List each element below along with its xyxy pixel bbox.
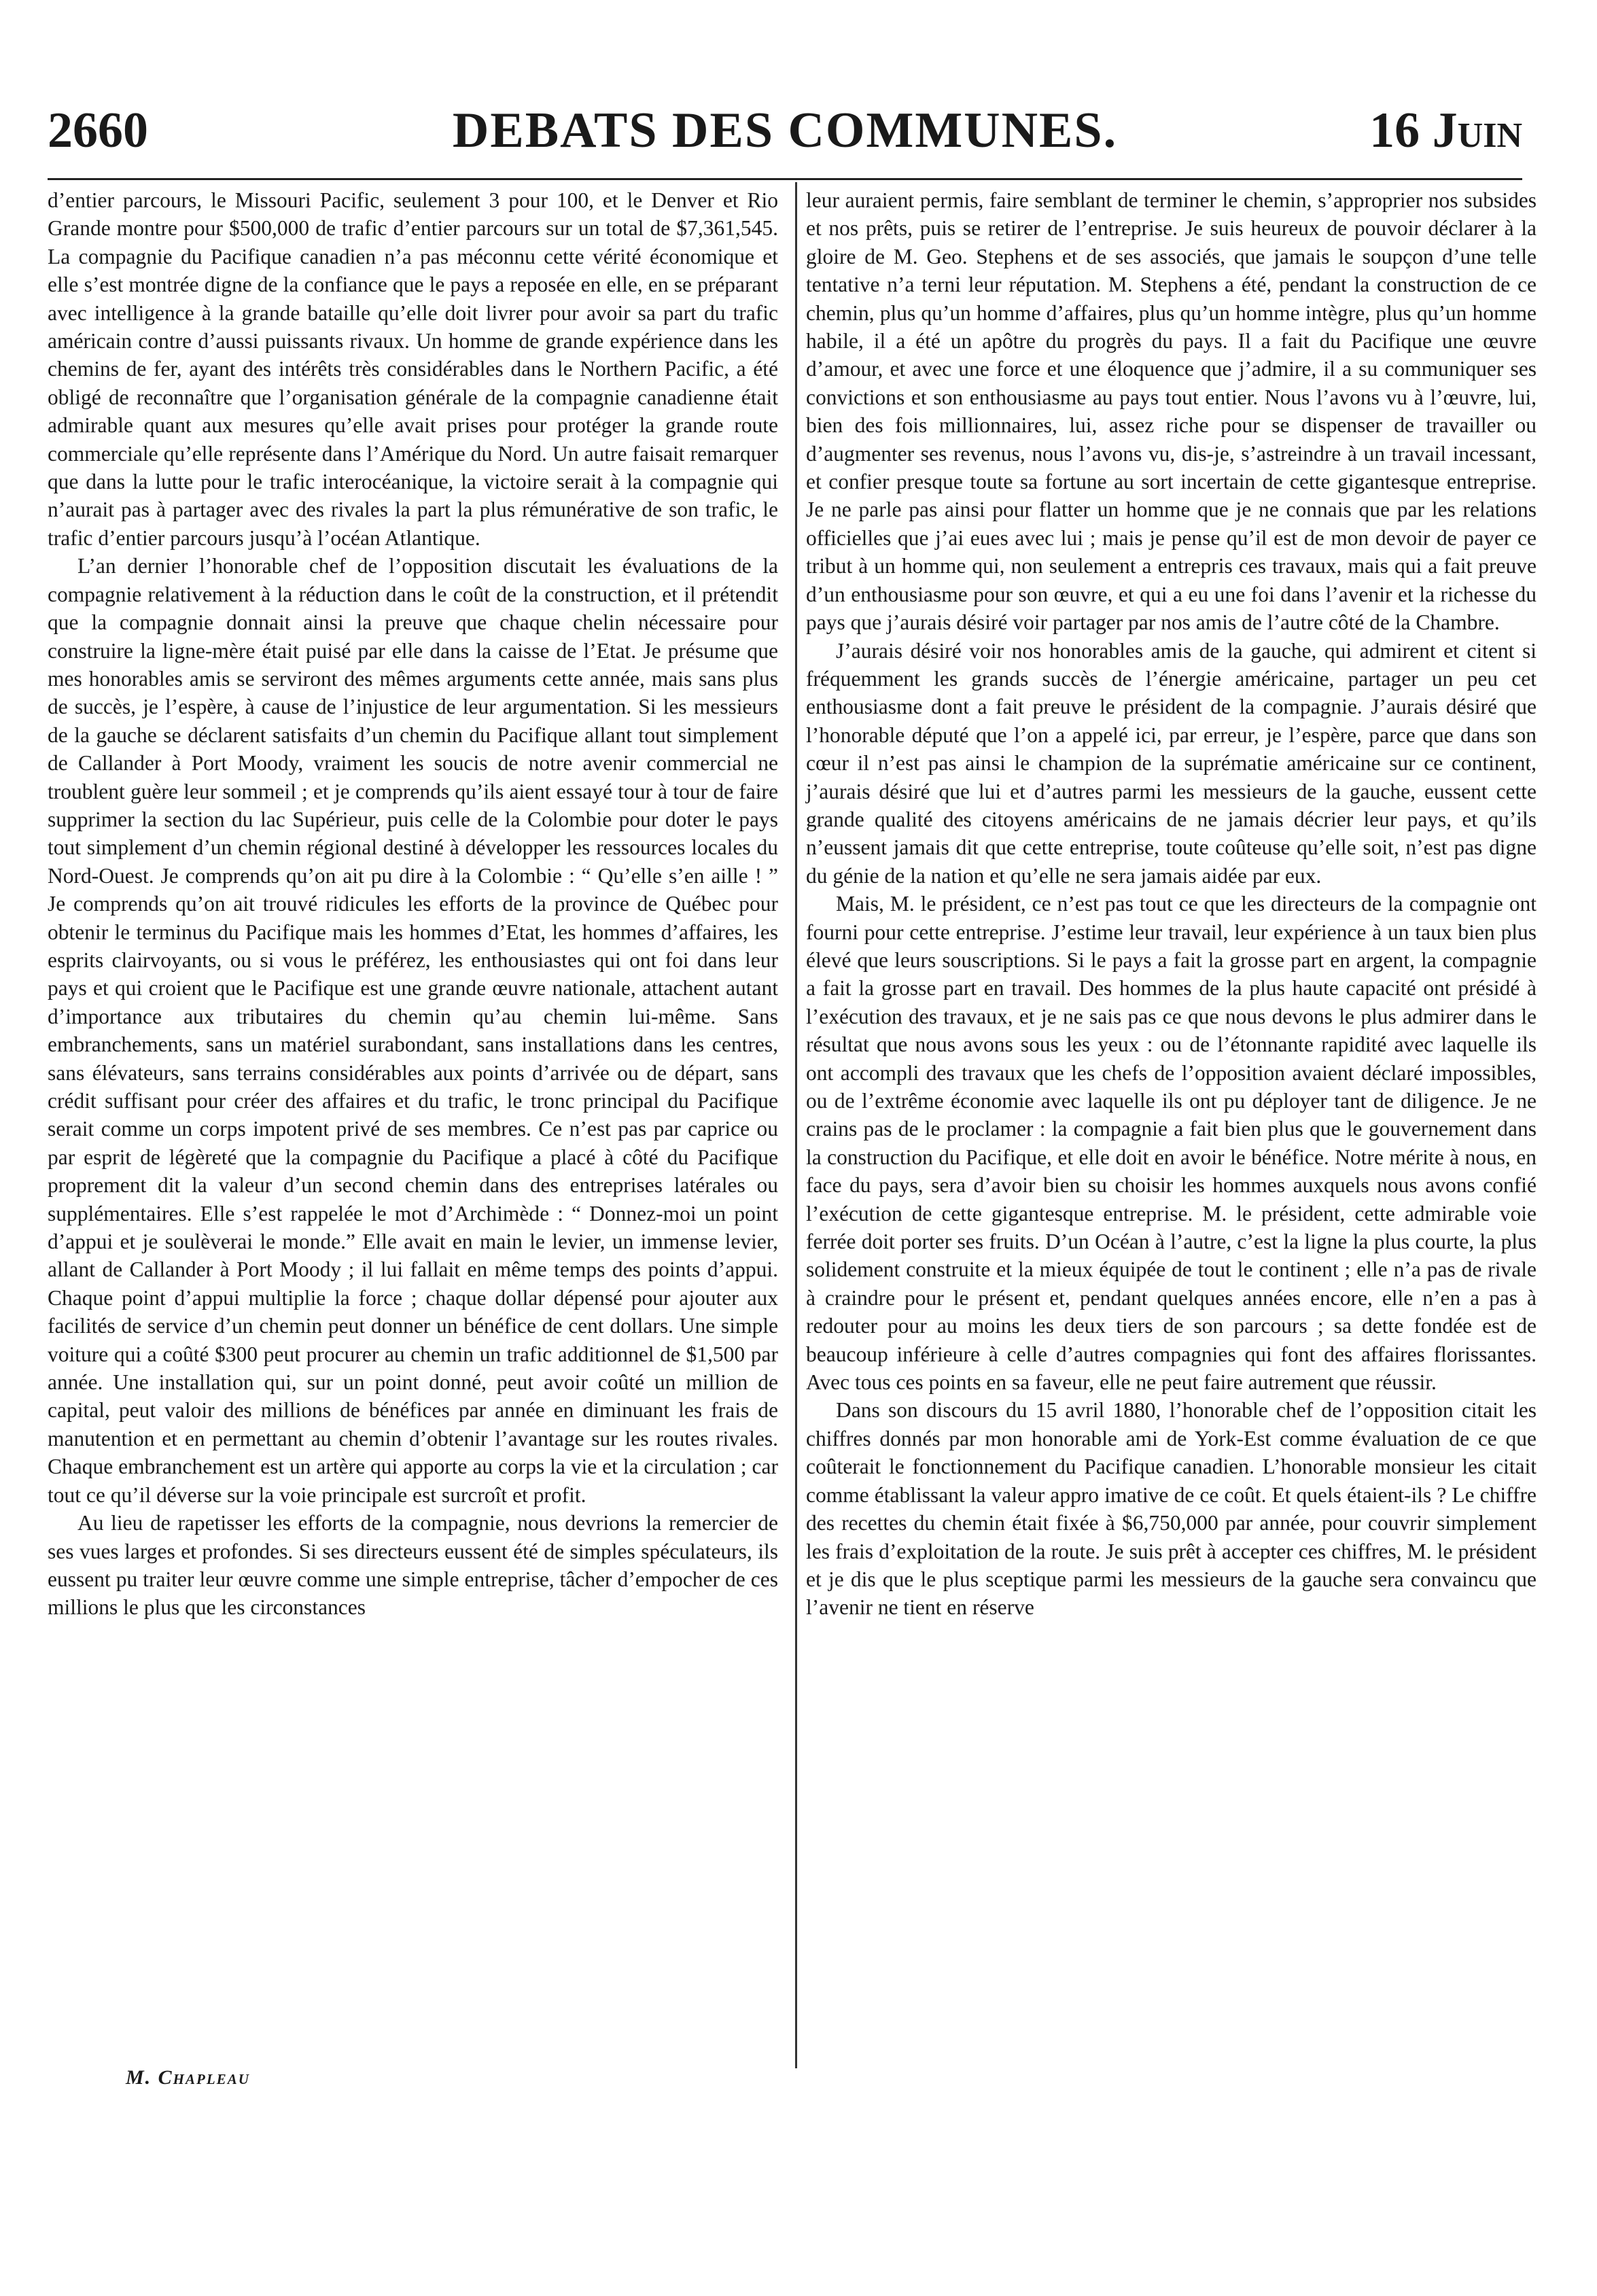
speaker-footer: M. Chapleau [126,2066,250,2089]
paragraph: L’an dernier l’honorable chef de l’opposition discutait les évaluations de la compagnie relativement à la réduction dans le coût de la construction, et il prétendit que la compagnie donnait ainsi la preuve que chaque chelin nécessaire pour construire la ligne-mère était puisé par elle dans la caisse de l’Etat. Je présume que mes honorables amis se serviront des mêmes arguments cette année, mais sans plus de succès, je l’espère, à cause de l’injustice de leur argumentation. Si les messieurs de la gauche se déclarent satisfaits d’un chemin du Pacifique allant tout simplement de Callander à Port Moody, vraiment les soucis de notre avenir commercial ne troublent guère leur sommeil ; et je comprends qu’ils aient essayé tour à tour de faire supprimer la section du lac Supérieur, puis celle de la Colombie pour doter le pays tout simplement d’un chemin régional destiné à développer les ressources locales du Nord-Ouest. Je comprends qu’on ait pu dire à la Colombie : “ Qu’elle s’en aille ! ” Je comprends qu’on ait trouvé ridicules les efforts de la province de Québec pour obtenir le terminus du Pacifique mais les hommes d’Etat, les hommes d’affaires, les esprits clairvoyants, ou si vous le préférez, les enthousiastes qui ont foi dans leur pays et qui croient que le Pacifique est une grande œuvre nationale, attachent autant d’importance aux tributaires du chemin qu’au chemin lui-même. Sans embranchements, sans un matériel surabondant, sans installations dans les centres, sans élévateurs, sans terrains considérables aux points d’arrivée ou de départ, sans crédit suffisant pour créer des affaires et du trafic, le tronc principal du Pacifique serait comme un corps impotent privé de ses membres. Ce n’est pas par caprice ou par esprit de légèreté que la compagnie du Pacifique a placé à côté du Pacifique proprement dit la valeur d’un second chemin dans des entreprises latérales ou supplémentaires. Elle s’est rappelée le mot d’Archimède : “ Donnez-moi un point d’appui et je soulèverai le monde.” Elle avait en main le levier, un immense levier, allant de Callander à Port Moody ; il lui fallait en même temps des points d’appui. Chaque point d’appui multiplie la force ; chaque dollar dépensé pour ajouter aux facilités de service d’un chemin peut donner un bénéfice de cent dollars. Une simple voiture qui a coûté $300 peut procurer au chemin un trafic additionnel de $1,500 par année. Une installation qui, sur un point donné, peut avoir coûté un million de capital, peut valoir des millions de bénéfices par année en diminuant les frais de manutention et en permettant au chemin d’obtenir l’avantage sur les routes rivales. Chaque embranchement est un artère qui apporte au corps la vie et la circulation ; car tout ce qu’il déverse sur la voie principale est surcroît et profit. [48,554,778,1507]
paragraph: d’entier parcours, le Missouri Pacific, seulement 3 pour 100, et le Denver et Rio Grande montre pour $500,000 de trafic d’entier parcours sur un total de $7,361,545. La compagnie du Pacifique canadien n’a pas méconnu cette vérité économique et elle s’est montrée digne de la confiance que le pays a reposée en elle, en se préparant avec intelligence à la grande bataille qu’elle doit livrer pour avoir sa part du trafic américain contre d’aussi puissants rivaux. Un homme de grande expérience dans les chemins de fer, ayant des intérêts très considérables dans le Northern Pacific, a été obligé de reconnaître que l’organisation générale de la compagnie canadienne était admirable quant aux mesures qu’elle avait prises pour protéger la grande route commerciale qu’elle représente dans l’Amérique du Nord. Un autre faisait remarquer que dans la lutte pour le trafic interocéanique, la victoire serait à la compagnie qui n’aurait pas à partager avec des rivales la part la plus rémunérative de son trafic, le trafic d’entier parcours jusqu’à l’océan Atlantique. [48,188,778,550]
paragraph: Mais, M. le président, ce n’est pas tout ce que les directeurs de la compagnie ont fourni pour cette entreprise. J’estime leur travail, leur expérience à un taux bien plus élevé que leurs souscriptions. Si le pays a fait la grosse part en argent, la compagnie a fait la grosse part en travail. Des hommes de la plus haute capacité ont présidé à l’exécution des travaux, et je ne sais pas ce que nous devons le plus admirer dans le résultat que nous avons sous les yeux : ou de l’étonnante rapidité avec laquelle ils ont accompli des travaux que les chefs de l’opposition avaient déclaré impossibles, ou de l’extrême économie avec laquelle ils ont pu déployer tant de diligence. Je ne crains pas de le proclamer : la compagnie a fait bien plus que le gouvernement dans la construction du Pacifique, et elle doit en avoir le bénéfice. Notre mérite à nous, en face du pays, sera d’avoir bien su choisir les hommes auxquels nous avons confié l’exécution de cette gigantesque entreprise. M. le président, cette admirable voie ferrée doit porter ses fruits. D’un Océan à l’autre, c’est la ligne la plus courte, la plus solidement construite et la mieux équipée de tout le continent ; elle n’a pas de rivale à craindre pour le présent et, pendant quelques années encore, elle n’en a pas à redouter pour au moins les deux tiers de son parcours ; sa dette fondée est de beaucoup inférieure à celle d’autres compagnies qui font des affaires florissantes. Avec tous ces points en sa faveur, elle ne peut faire autrement que réussir. [806,892,1537,1395]
page-number: 2660 [48,103,148,158]
column-divider [795,182,797,2068]
paragraph: leur auraient permis, faire semblant de terminer le chemin, s’approprier nos subsides et nos prêts, puis se retirer de l’entreprise. Je suis heureux de pouvoir déclarer à la gloire de M. Geo. Stephens et de ses associés, que jamais le soupçon d’une telle tentative n’a terni leur réputation. M. Stephens a été, pendant la construction de ce chemin, plus qu’un homme d’affaires, plus qu’un homme intègre, plus qu’un homme habile, il a été un apôtre du progrès du pays. Il a fait du Pacifique une œuvre d’amour, et avec une force et une éloquence que j’admire, il a su communiquer ses convictions et son enthousiasme au pays tout entier. Nous l’avons vu à l’œuvre, lui, bien des fois millionnaires, lui, assez riche pour se dispenser de travailler ou d’augmenter ses revenus, nous l’avons vu, dis-je, s’astreindre à un travail incessant, et confier presque toute sa fortune au sort incertain de cette gigantesque entreprise. Je ne parle pas ainsi pour flatter un homme que je ne connais que par les relations officielles que j’ai eues avec lui ; mais je pense qu’il est de mon devoir de payer ce tribut à un homme qui, non seulement a entrepris ces travaux, mais qui a fait preuve d’un enthousiasme pour son œuvre, et qui a eu une foi dans l’avenir et la richesse du pays que j’aurais désiré voir partager par nos amis de l’autre côté de la Chambre. [806,188,1537,635]
header-rule [48,178,1522,180]
paragraph: J’aurais désiré voir nos honorables amis de la gauche, qui admirent et citent si fréquemment les grands succès de l’énergie américaine, partager un peu cet enthousiasme dont a fait preuve le président de la compagnie. J’aurais désiré que l’honorable député que l’on a appelé ici, par erreur, je l’espère, parce que dans son cœur il n’est pas ainsi le champion de la suprématie américaine sur ce continent, j’aurais désiré que lui et d’autres parmi les messieurs de la gauche, eussent cette grande qualité des citoyens américains de ne jamais décrier leur pays, et qu’ils n’eussent jamais dit que cette entreprise, toute coûteuse qu’elle soit, n’est pas digne du génie de la nation et qu’elle ne sera jamais aidée par eux. [806,638,1537,888]
left-column [48,186,778,1622]
right-column [806,186,1537,1622]
journal-title: DEBATS DES COMMUNES. [452,103,1118,158]
header-date: 16 Juin [1369,103,1522,158]
paragraph: Au lieu de rapetisser les efforts de la compagnie, nous devrions la remercier de ses vues larges et profondes. Si ses directeurs eussent été de simples spéculateurs, ils eussent pu traiter leur œuvre comme une simple entreprise, tâcher d’empocher de ces millions le plus que les circonstances [48,1511,778,1620]
page-header [48,102,1522,177]
paragraph: Dans son discours du 15 avril 1880, l’honorable chef de l’opposition citait les chiffres donnés par mon honorable ami de York-Est comme évaluation de ce que coûterait le fonctionnement du Pacifique canadien. L’honorable monsieur les citait comme établissant la valeur appro imative de ce coût. Et quels étaient-ils ? Le chiffre des recettes du chemin était fixée à $6,750,000 par année, pour couvrir simplement les frais d’exploitation de la route. Je suis prêt à accepter ces chiffres, M. le président et je dis que le plus sceptique parmi les messieurs de la gauche sera convaincu que l’avenir ne tient en réserve [806,1398,1537,1620]
